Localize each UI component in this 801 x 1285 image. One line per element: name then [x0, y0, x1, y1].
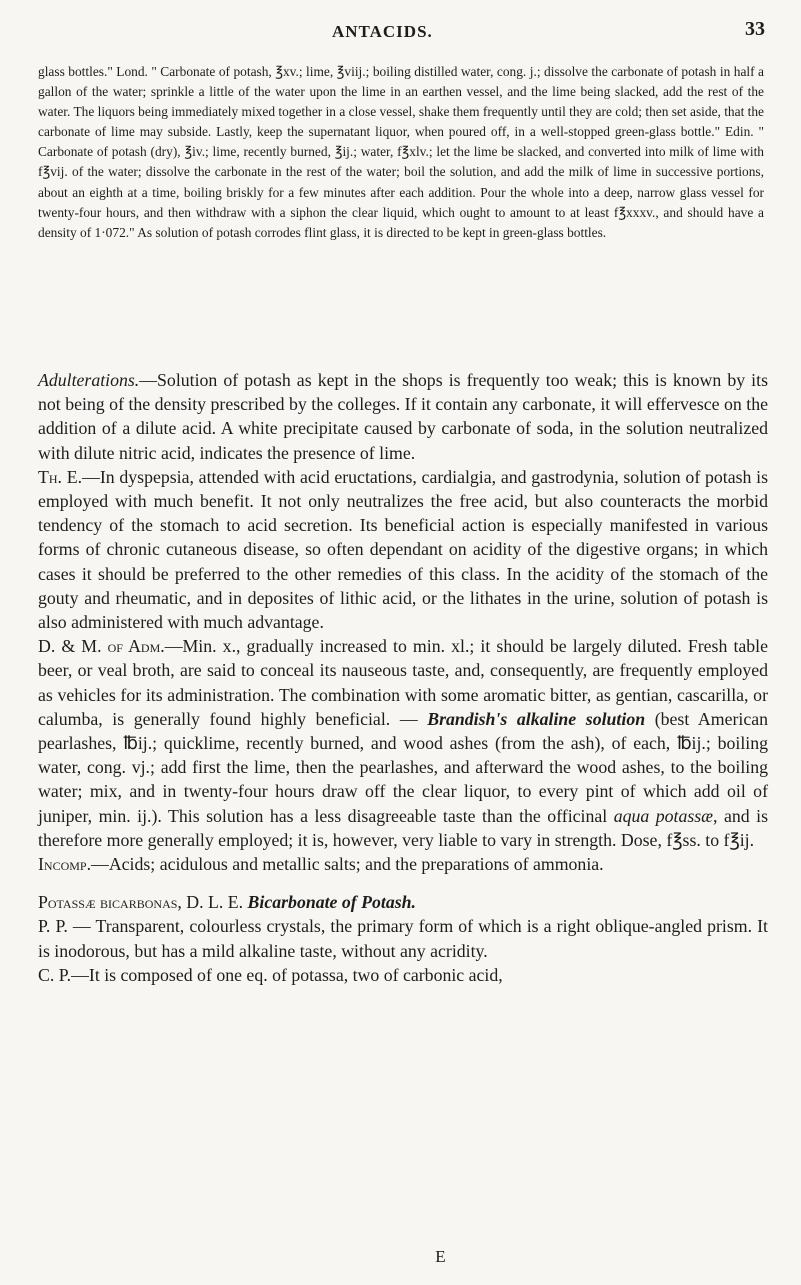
- therapeutic-heading: Th. E.: [38, 466, 83, 487]
- bicarbonate-heading-line: [38, 890, 768, 914]
- therapeutic-paragraph: [38, 465, 768, 634]
- dose-text-1: —Min. x., gradually increased to min. xl.; it should be largely diluted. Fresh table beer, or veal broth, are said to conceal its nauseous taste, and, consequently, are frequently employed as vehicles for its administration. The combination with some aromatic bitter, as gentian, cascarilla, or calumba, is generally found highly beneficial. —: [38, 636, 768, 729]
- intro-paragraph: glass bottles." Lond. " Carbonate of potash, ℥xv.; lime, ℥viij.; boiling distilled water, cong. j.; dissolve the carbonate of potash in half a gallon of the water; sprinkle a little of the water upon the lime in an earthen vessel, and the lime being slacked, add the rest of the water. The liquors being immediately mixed together in a close vessel, shake them frequently until they are cold; then set aside, that the carbonate of lime may subside. Lastly, keep the supernatant liquor, when poured off, in a well-stopped green-glass bottle." Edin. " Carbonate of potash (dry), ℥iv.; lime, recently burned, ℥ij.; water, f℥xlv.; let the lime be slacked, and converted into milk of lime with f℥vij. of the water; dissolve the carbonate in the rest of the water; boil the solution, and add the milk of lime in successive portions, about an eighth at a time, boiling briskly for a few minutes after each addition. Pour the whole into a deep, narrow glass vessel for twenty-four hours, and then withdraw with a siphon the clear liquid, which ought to amount to at least f℥xxxv., and should have a density of 1·072." As solution of potash corrodes flint glass, it is directed to be kept in green-glass bottles.: [38, 64, 764, 240]
- adulterations-heading: Adulterations.: [38, 370, 140, 390]
- incompatibles-heading: Incomp.: [38, 854, 92, 875]
- dose-heading: D. & M. of Adm.: [38, 636, 165, 657]
- pp-heading: P. P.: [38, 916, 68, 937]
- physical-properties-paragraph: [38, 914, 768, 962]
- bicarbonate-title: Bicarbonate of Potash.: [247, 892, 416, 913]
- pp-text: — Transparent, colourless crystals, the primary form of which is a right oblique-angled prism. It is inodorous, but has a mild alkaline taste, without any acridity.: [38, 916, 768, 961]
- therapeutic-text: —In dyspepsia, attended with acid eructations, cardialgia, and gastrodynia, solution of potash is employed with much benefit. It not only neutralizes the free acid, but also counteracts the morbid tendency of the stomach to acid secretion. Its beneficial action is especially manifested in various forms of chronic cutaneous disease, so often dependant on acidity of the digestive organs; in which cases it should be preferred to the other remedies of this class. In the acidity of the stomach of the gouty and rheumatic, and in deposites of lithic acid, or the lithates in the urine, solution of potash is also administered with much advantage.: [38, 466, 768, 633]
- page-number: 33: [745, 18, 765, 40]
- page-header: [0, 18, 801, 48]
- main-text: [38, 368, 768, 987]
- signature-mark: E: [435, 1247, 446, 1266]
- incompatibles-paragraph: [38, 852, 768, 876]
- dose-text-3: , and is therefore more generally employed; it is, however, very liable to vary in strength. Dose, f℥ss. to f℥ij.: [38, 805, 768, 850]
- adulterations-text: —Solution of potash as kept in the shops is frequently too weak; this is known by its not being of the density prescribed by the colleges. If it contain any carbonate, it will effervesce on the addition of a dilute acid. A white precipitate caused by carbonate of soda, in the solution neutralized with dilute nitric acid, indicates the presence of lime.: [38, 370, 768, 463]
- bicarbonate-codes: D. L. E.: [181, 892, 248, 913]
- aqua-potassae: aqua potassæ: [613, 805, 714, 826]
- cp-text: —It is composed of one eq. of potassa, two of carbonic acid,: [71, 964, 503, 985]
- bicarbonate-heading: Potassæ bicarbonas,: [38, 892, 182, 913]
- running-head: ANTACIDS.: [332, 22, 433, 41]
- dose-text-2: (best American pearlashes, ℔ij.; quicklime, recently burned, and wood ashes (from the ash), of each, ℔ij.; boiling water, cong. vj.; add first the lime, then the pearlashes, and afterward the wood ashes, to the boiling water; mix, and in twenty-four hours draw off the clear liquor, to every pint of which add oil of juniper, min. ij.). This solution has a less disagreeable taste than the officinal: [38, 708, 769, 826]
- incompatibles-text: —Acids; acidulous and metallic salts; and the preparations of ammonia.: [91, 854, 604, 875]
- cp-heading: C. P.: [38, 964, 72, 985]
- dose-paragraph: [38, 634, 768, 852]
- adulterations-paragraph: [38, 368, 768, 465]
- brandish-name: Brandish's alkaline solution: [427, 708, 646, 729]
- chemical-properties-paragraph: [38, 963, 768, 987]
